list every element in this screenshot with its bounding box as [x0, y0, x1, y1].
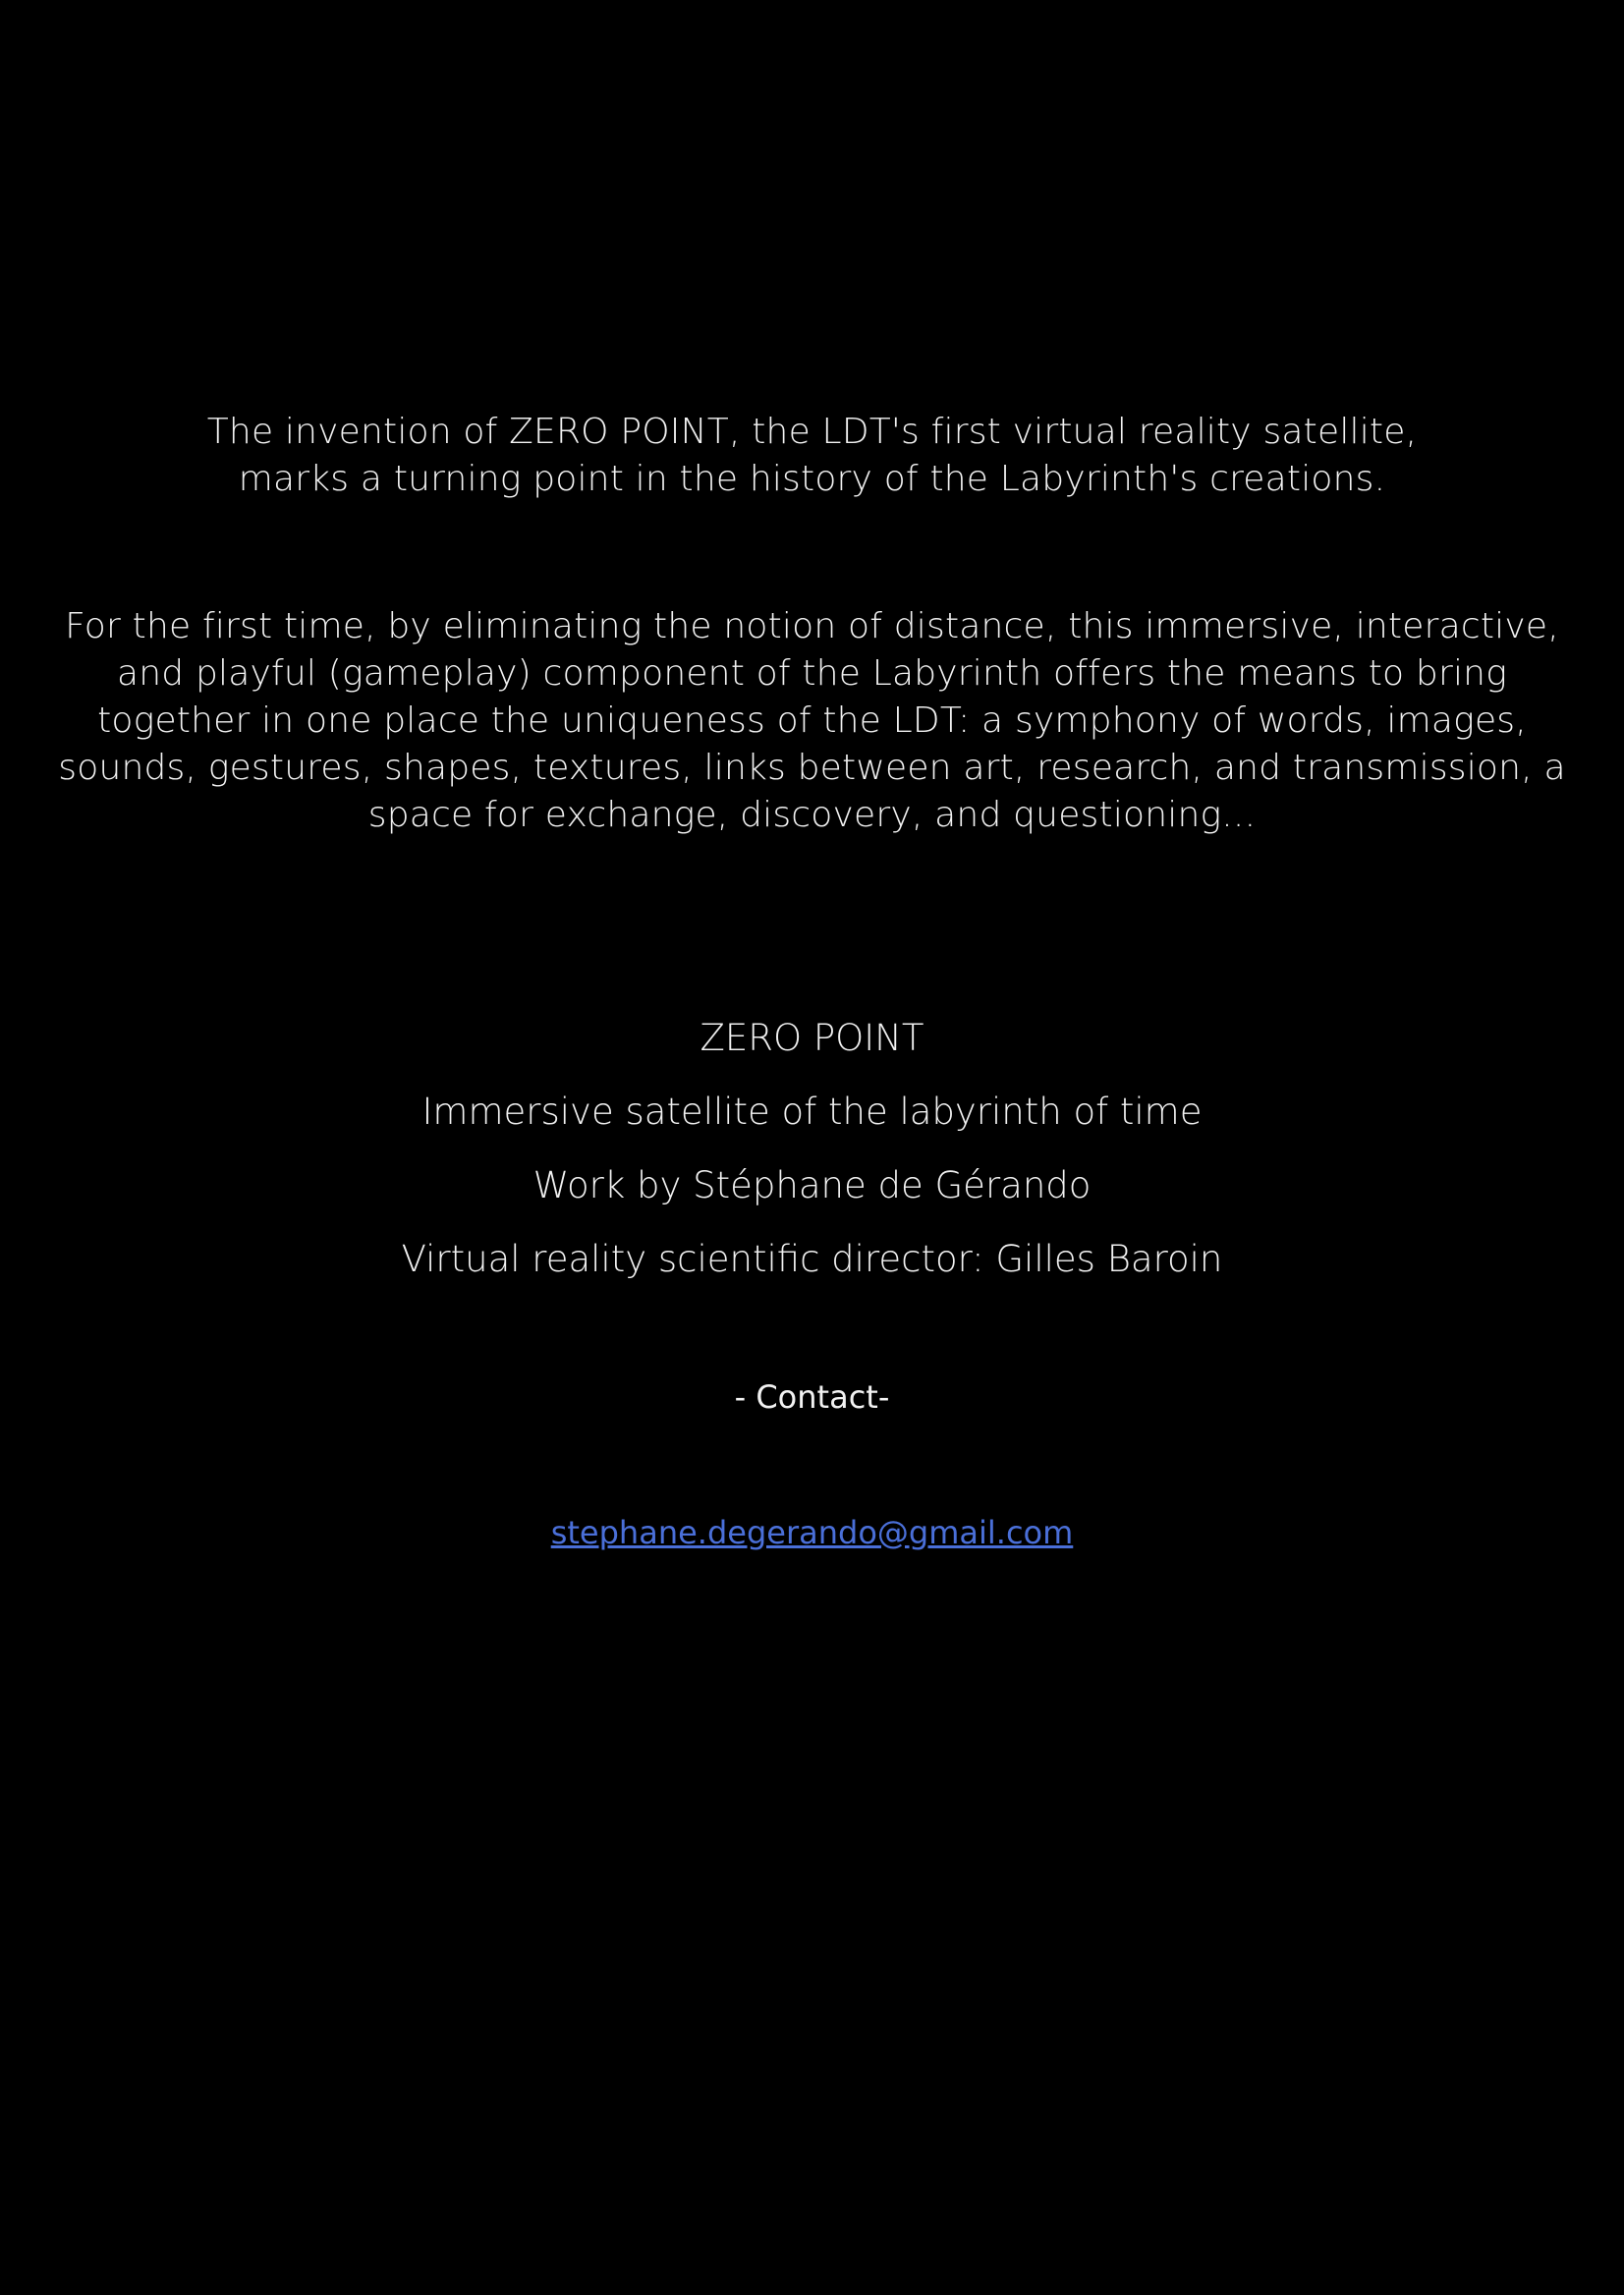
director-credit: Virtual reality scientific director: Gilles Baroin	[401, 1238, 1223, 1280]
email-container	[0, 1513, 1624, 1552]
body-paragraph	[49, 603, 1575, 839]
intro-paragraph	[49, 409, 1575, 503]
author-credit: Work by Stéphane de Gérando	[532, 1164, 1092, 1206]
body-line-3: together in one place the uniqueness of the LDT: a symphony of words, images,	[97, 700, 1527, 741]
contact-label: - Contact-	[734, 1378, 890, 1416]
body-line-4: sounds, gestures, shapes, textures, links between art, research, and transmission, a	[58, 748, 1566, 788]
work-title: ZERO POINT	[700, 1017, 924, 1059]
work-subtitle: Immersive satellite of the labyrinth of time	[421, 1091, 1203, 1133]
intro-line-1: The invention of ZERO POINT, the LDT's first virtual reality satellite,	[206, 412, 1418, 452]
body-line-2: and playful (gameplay) component of the Labyrinth offers the means to bring	[117, 653, 1507, 694]
email-link[interactable]: stephane.degerando@gmail.com	[550, 1514, 1074, 1551]
intro-line-2: marks a turning point in the history of the Labyrinth's creations.	[238, 459, 1386, 499]
body-line-1: For the first time, by eliminating the notion of distance, this immersive, interactive,	[65, 606, 1559, 646]
body-line-5: space for exchange, discovery, and questioning...	[367, 795, 1257, 835]
